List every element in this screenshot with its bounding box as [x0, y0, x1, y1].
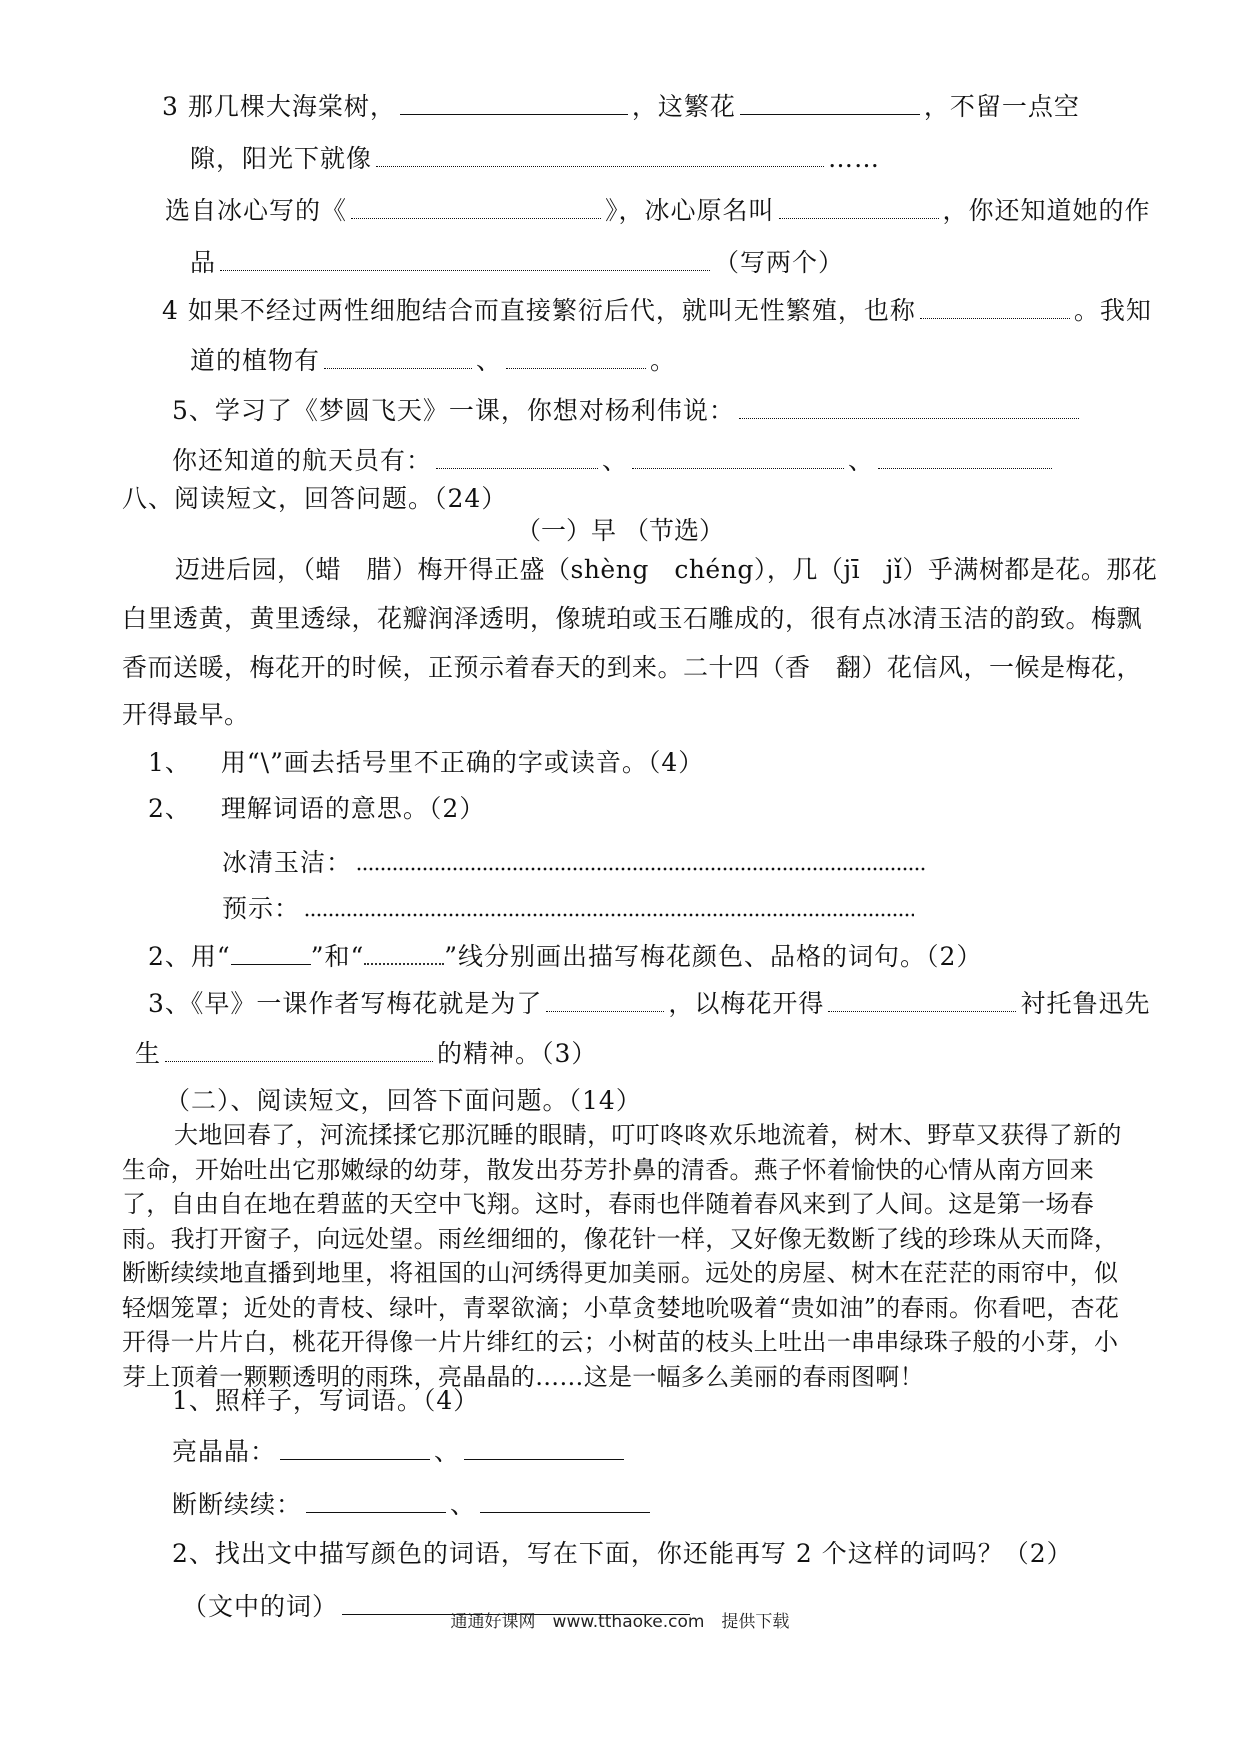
- passage2-q2-answer: （文中的词）: [182, 1588, 694, 1625]
- answer-blank[interactable]: [828, 985, 1016, 1012]
- passage2-heading: （二）、阅读短文，回答下面问题。（14）: [165, 1086, 642, 1115]
- passage1-line: 香而送暖，梅花开的时候，正预示着春天的到来。二十四（香 翻）花信风，一候是梅花，: [122, 653, 1143, 682]
- answer-blank[interactable]: [306, 1486, 446, 1513]
- answer-blank[interactable]: [739, 392, 1079, 419]
- q5-line-2: 你还知道的航天员有： 、 、: [172, 442, 1056, 479]
- q5-line-1: 5、学习了《梦圆飞天》一课，你想对杨利伟说：: [172, 392, 1083, 429]
- passage2-question-2: 2、找出文中描写颜色的词语，写在下面，你还能再写 2 个这样的词吗？（2）: [172, 1539, 1073, 1568]
- answer-blank[interactable]: [400, 88, 628, 115]
- answer-blank[interactable]: [304, 891, 914, 917]
- passage1-title: （一）早 （节选）: [516, 516, 724, 545]
- q4-line-1: 4 如果不经过两性细胞结合而直接繁衍后代，就叫无性繁殖，也称 。我知: [162, 292, 1152, 329]
- q3-text: 3 那几棵大海棠树，: [162, 92, 396, 121]
- answer-blank[interactable]: [464, 1433, 624, 1460]
- answer-blank[interactable]: [506, 342, 646, 369]
- q3-line-4: 品 （写两个）: [190, 244, 844, 281]
- wavy-line-sample: [364, 937, 444, 965]
- answer-blank[interactable]: [356, 845, 926, 871]
- question-3-line-1: 3、《早》一课作者写梅花就是为了 ，以梅花开得 衬托鲁迅先: [148, 985, 1150, 1022]
- answer-blank[interactable]: [878, 442, 1052, 469]
- q3-line-2: 隙，阳光下就像 ……: [190, 140, 880, 177]
- answer-blank[interactable]: [351, 192, 601, 219]
- question-1: 1、 用“\”画去括号里不正确的字或读音。（4）: [148, 748, 705, 777]
- passage1-line: 开得最早。: [122, 700, 250, 729]
- q3-line-3: 选自冰心写的《 》，冰心原名叫 ，你还知道她的作: [165, 192, 1151, 229]
- answer-blank[interactable]: [546, 985, 664, 1012]
- question-2: 2、 理解词语的意思。（2）: [148, 794, 486, 823]
- answer-blank[interactable]: [632, 442, 844, 469]
- answer-blank[interactable]: [165, 1035, 433, 1062]
- answer-blank[interactable]: [480, 1486, 650, 1513]
- passage2-question-1: 1、照样子，写词语。（4）: [172, 1386, 480, 1415]
- answer-blank[interactable]: [436, 442, 598, 469]
- question-2b: 2、用“ ”和“ ”线分别画出描写梅花颜色、品格的词句。（2）: [148, 937, 982, 975]
- answer-blank[interactable]: [324, 342, 472, 369]
- answer-blank[interactable]: [376, 140, 824, 167]
- passage2-q1-word-2: 断断续续： 、: [172, 1486, 654, 1523]
- q3-line-1: 3 那几棵大海棠树， ，这繁花 ，不留一点空: [162, 88, 1080, 125]
- passage1-line: 白里透黄，黄里透绿，花瓣润泽透明，像琥珀或玉石雕成的，很有点冰清玉洁的韵致。梅飘: [122, 604, 1143, 633]
- solid-line-sample: [231, 938, 311, 965]
- answer-blank[interactable]: [740, 88, 920, 115]
- q4-line-2: 道的植物有 、 。: [190, 342, 676, 379]
- answer-blank[interactable]: [280, 1433, 430, 1460]
- question-3-line-2: 生 的精神。（3）: [135, 1035, 597, 1072]
- question-2-term-1: 冰清玉洁：: [222, 845, 930, 881]
- passage2-text: 大地回春了，河流揉揉它那沉睡的眼睛，叮叮咚咚欢乐地流着，树木、野草又获得了新的生命，开始吐出它那嫩绿的幼芽，散发出芬芳扑鼻的清香。燕子怀着愉快的心情从南方回来了，自由自在地在碧蓝的天空中飞翔。这时，春雨也伴随着春风来到了人间。这是第一场春雨。我打开窗子，向远处望。雨丝细细的，像花针一样，又好像无数断了线的珍珠从天而降，断断续续地直播到地里，将祖国的山河绣得更加美丽。远处的房屋、树木在茫茫的雨帘中，似轻烟笼罩；近处的青枝、绿叶，青翠欲滴；小草贪婪地吮吸着“贵如油”的春雨。你看吧，杏花开得一片片白，桃花开得像一片片绯红的云；小树苗的枝头上吐出一串串绿珠子般的小芽，小芽上顶着一颗颗透明的雨珠，亮晶晶的……这是一幅多么美丽的春雨图啊！: [122, 1121, 1122, 1391]
- passage2-q1-word-1: 亮晶晶： 、: [172, 1433, 628, 1470]
- passage1-line: 迈进后园，（蜡 腊）梅开得正盛（shèng chéng），几（jī jǐ）乎满树都是花。那花: [175, 555, 1158, 584]
- section-heading: 八、阅读短文，回答问题。（24）: [122, 484, 508, 513]
- question-2-term-2: 预示：: [222, 891, 918, 927]
- footer-credit: 通通好课网 www.tthaoke.com 提供下载: [450, 1612, 790, 1632]
- answer-blank[interactable]: [779, 192, 939, 219]
- answer-blank[interactable]: [220, 244, 710, 271]
- answer-blank[interactable]: [920, 292, 1070, 319]
